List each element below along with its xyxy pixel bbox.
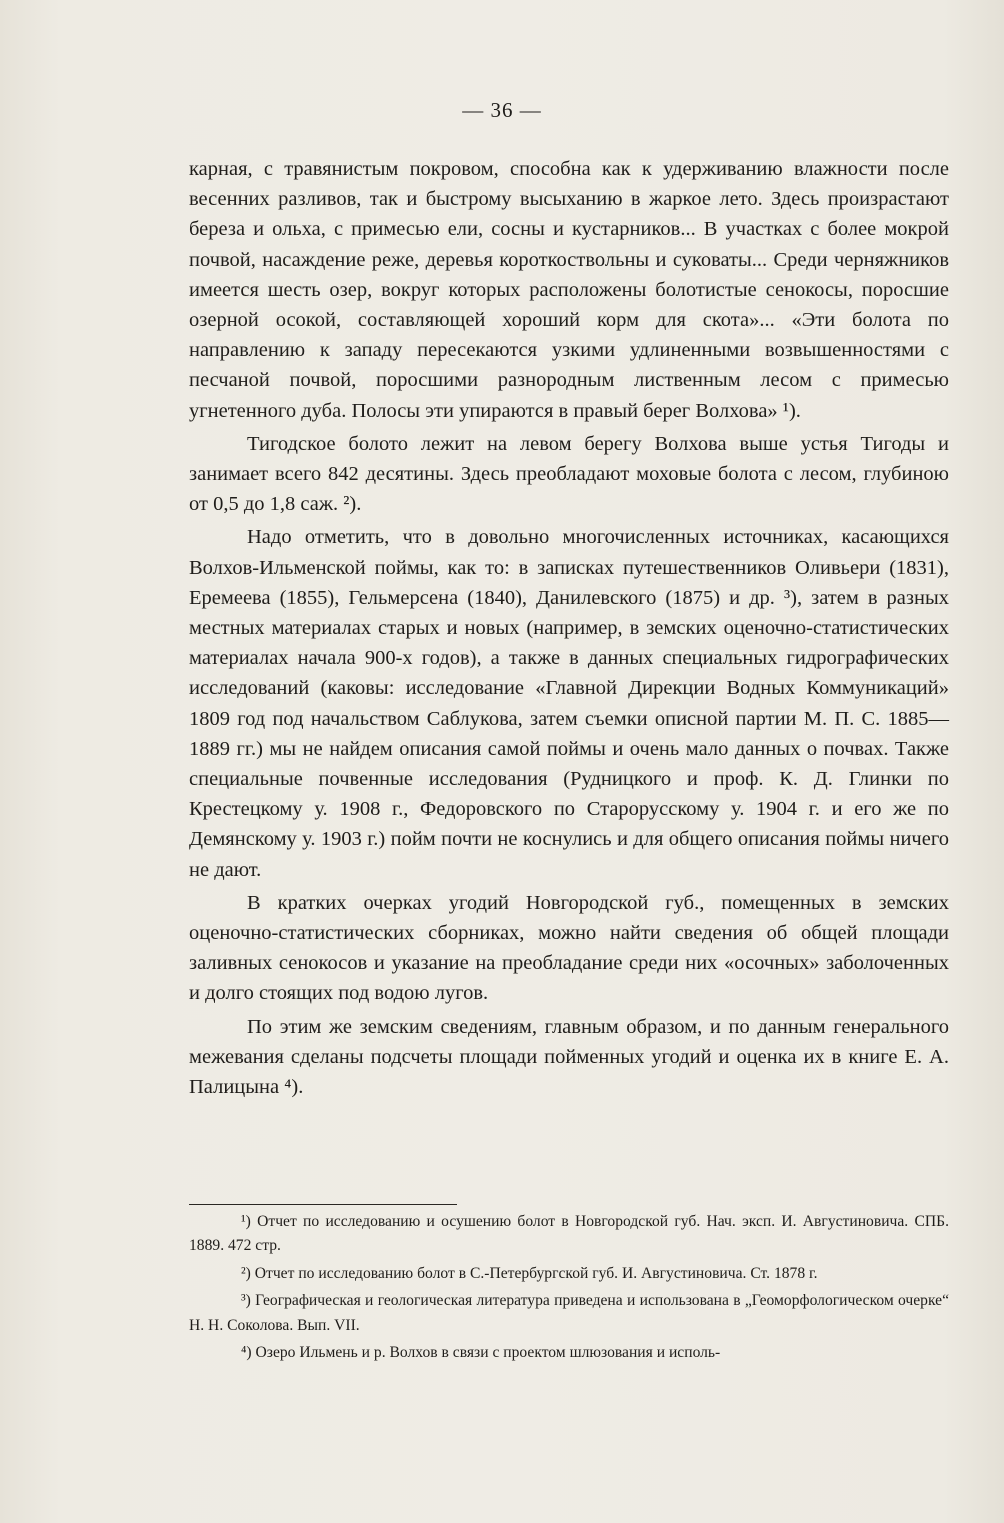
paragraph: По этим же земским сведениям, главным образом, и по данным генерального межевания сделаны подсчеты площади пойменных угодий и оценка их в книге Е. А. Палицына ⁴). xyxy=(189,1015,949,1099)
footnotes xyxy=(189,1210,949,1368)
footnote: ¹) Отчет по исследованию и осушению болот в Новгородской губ. Нач. эксп. И. Августиновича. СПБ. 1889. 472 стр. xyxy=(189,1213,949,1255)
paragraph: В кратких очерках угодий Новгородской губ., помещенных в земских оценочно-статистических сборниках, можно найти сведения об общей площади заливных сенокосов и указание на преобладание среди них «осочных» заболоченных и долго стоящих под водою лугов. xyxy=(189,891,949,1005)
footnote: ⁴) Озеро Ильмень и р. Волхов в связи с проектом шлюзования и исполь- xyxy=(241,1344,721,1362)
footnote-divider xyxy=(189,1204,457,1205)
page-number: — 36 — xyxy=(462,98,542,122)
body-text xyxy=(189,154,949,1105)
footnote: ²) Отчет по исследованию болот в С.-Петербургской губ. И. Августиновича. Ст. 1878 г. xyxy=(241,1264,818,1282)
footnote: ³) Географическая и геологическая литература приведена и использована в „Геоморфологическом очерке“ Н. Н. Соколова. Вып. VII. xyxy=(189,1292,949,1334)
paragraph: карная, с травянистым покровом, способна как к удерживанию влажности после весенних разливов, так и быстрому высыханию в жаркое лето. Здесь произрастают береза и ольха, с примесью ели, сосны и кустарников... В участках с более мокрой почвой, насаждение реже, деревья короткоствольны и суковаты... Среди черняжников имеется шесть озер, вокруг которых расположены болотистые сенокосы, поросшие озерной осокой, составляющей хороший корм для скота»... «Эти болота по направлению к западу пересекаются узкими удлиненными возвышенностями с песчаной почвой, поросшими разнородным лиственным лесом с примесью угнетенного дуба. Полосы эти упираются в правый берег Волхова» ¹). xyxy=(189,158,949,422)
paragraph: Тигодское болото лежит на левом берегу Волхова выше устья Тигоды и занимает всего 842 десятины. Здесь преобладают моховые болота с лесом, глубиною от 0,5 до 1,8 саж. ²). xyxy=(189,432,949,516)
paragraph: Надо отметить, что в довольно многочисленных источниках, касающихся Волхов-Ильменской поймы, как то: в записках путешественников Оливьери (1831), Еремеева (1855), Гельмерсена (1840), Данилевского (1875) и др. ³), затем в разных местных материалах старых и новых (например, в земских оценочно-статистических материалах начала 900-х годов), а также в данных специальных гидрографических исследований (каковы: исследование «Главной Дирекции Водных Коммуникаций» 1809 год под начальством Саблукова, затем съемки описной партии М. П. С. 1885—1889 гг.) мы не найдем описания самой поймы и очень мало данных о почвах. Также специальные почвенные исследования (Рудницкого и проф. К. Д. Глинки по Крестецкому у. 1908 г., Федоровского по Старорусскому у. 1904 г. и его же по Демянскому у. 1903 г.) пойм почти не коснулись и для общего описания поймы ничего не дают. xyxy=(189,526,949,881)
